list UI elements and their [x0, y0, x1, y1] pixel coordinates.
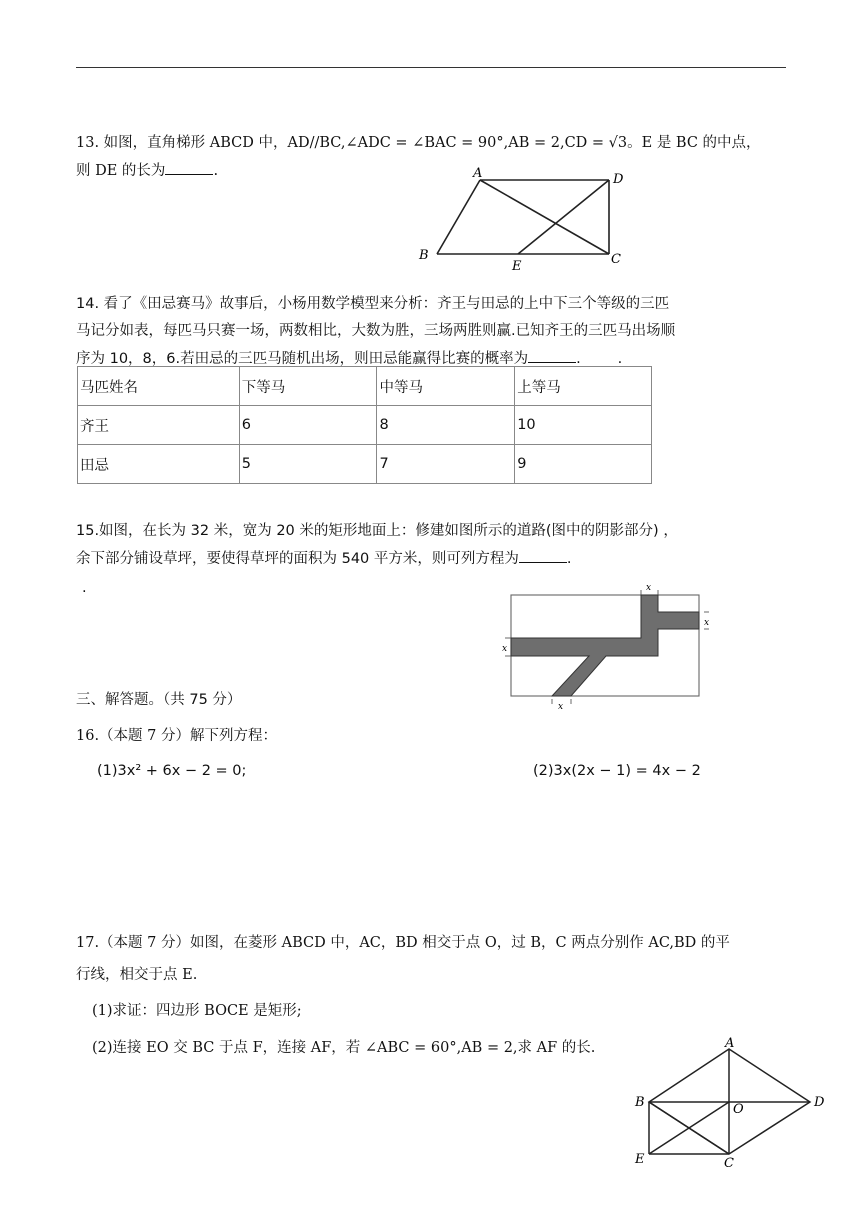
q14-line1: 14. 看了《田忌赛马》故事后，小杨用数学模型来分析：齐王与田忌的上中下三个等级的三匹 [76, 296, 670, 312]
q17-part1: (1)求证：四边形 BOCE 是矩形; [92, 1003, 302, 1019]
q15-answer-blank[interactable] [519, 548, 567, 563]
q17-label-d: D [814, 1095, 825, 1110]
table-row [78, 406, 652, 445]
q17-label-b: B [635, 1095, 645, 1110]
table-cell: 8 [377, 406, 515, 445]
q15-label-x-right: x [704, 618, 710, 628]
q14-line3-prefix: 序为 10，8，6.若田忌的三匹马随机出场，则田忌能赢得比赛的概率为 [76, 351, 529, 367]
q16-part2: (2)3x(2x − 1) = 4x − 2 [533, 763, 701, 779]
q13-label-d: D [613, 172, 624, 187]
q17-label-c: C [724, 1156, 734, 1170]
table-header-row [78, 367, 652, 406]
q15-line2-suffix: . [566, 551, 572, 567]
q13-trapezoid-figure [410, 165, 630, 273]
table-header-cell: 中等马 [377, 367, 515, 406]
table-cell: 齐王 [78, 406, 240, 445]
q15-line3: . [82, 580, 87, 596]
header-rule [76, 67, 786, 68]
q13-answer-blank[interactable] [165, 160, 213, 175]
q16-part1: (1)3x² + 6x − 2 = 0; [97, 763, 247, 779]
q13-label-c: C [611, 252, 621, 267]
q15-line2 [76, 548, 572, 569]
q17-label-a: A [725, 1036, 735, 1051]
q14-score-table [77, 366, 652, 484]
q17-rhombus-figure [630, 1035, 830, 1170]
q13-line2-prefix: 则 DE 的长为 [76, 163, 166, 179]
q16-title: 16.（本题 7 分）解下列方程： [76, 728, 278, 744]
q14-line2: 马记分如表，每匹马只赛一场，两数相比，大数为胜，三场两胜则赢.已知齐王的三匹马出场顺 [76, 323, 676, 339]
table-cell: 10 [515, 406, 652, 445]
table-cell: 田忌 [78, 445, 240, 484]
q17-part2: (2)连接 EO 交 BC 于点 F，连接 AF，若 ∠ABC = 60°,AB = 2,求 AF 的长. [92, 1040, 596, 1056]
table-row [78, 445, 652, 484]
q13-line2-suffix: . [213, 163, 219, 179]
q13-label-b: B [419, 248, 429, 263]
section3-title: 三、解答题。（共 75 分） [76, 692, 242, 708]
q14-line3-suffix: . . [576, 351, 623, 367]
q17-label-e: E [635, 1152, 645, 1167]
table-cell: 6 [239, 406, 377, 445]
q15-line2-prefix: 余下部分铺设草坪，要使得草坪的面积为 540 平方米，则可列方程为 [76, 551, 519, 567]
table-header-cell: 下等马 [239, 367, 377, 406]
q17-line1: 17.（本题 7 分）如图，在菱形 ABCD 中，AC，BD 相交于点 O，过 B，C 两点分别作 AC,BD 的平 [76, 935, 730, 951]
table-header-cell: 上等马 [515, 367, 652, 406]
q17-line2: 行线，相交于点 E. [76, 967, 198, 983]
table-cell: 7 [377, 445, 515, 484]
q14-answer-blank[interactable] [528, 348, 576, 363]
table-header-cell: 马匹姓名 [78, 367, 240, 406]
q17-label-o: O [733, 1102, 744, 1117]
q15-label-x-top: x [646, 583, 652, 593]
q13-label-e: E [512, 259, 522, 273]
q13-label-a: A [473, 166, 483, 181]
table-cell: 9 [515, 445, 652, 484]
q15-line1: 15.如图，在长为 32 米，宽为 20 米的矩形地面上：修建如图所示的道路(图中的阴影部分) ， [76, 523, 678, 539]
q13-line1: 13. 如图，直角梯形 ABCD 中，AD//BC,∠ADC = ∠BAC = 90°,AB = 2,CD = √3。E 是 BC 的中点， [76, 135, 761, 151]
q15-road-figure [496, 582, 724, 712]
q13-line2 [76, 160, 218, 181]
q15-label-x-left: x [502, 644, 508, 654]
q15-label-x-bottom: x [558, 702, 564, 712]
table-cell: 5 [239, 445, 377, 484]
